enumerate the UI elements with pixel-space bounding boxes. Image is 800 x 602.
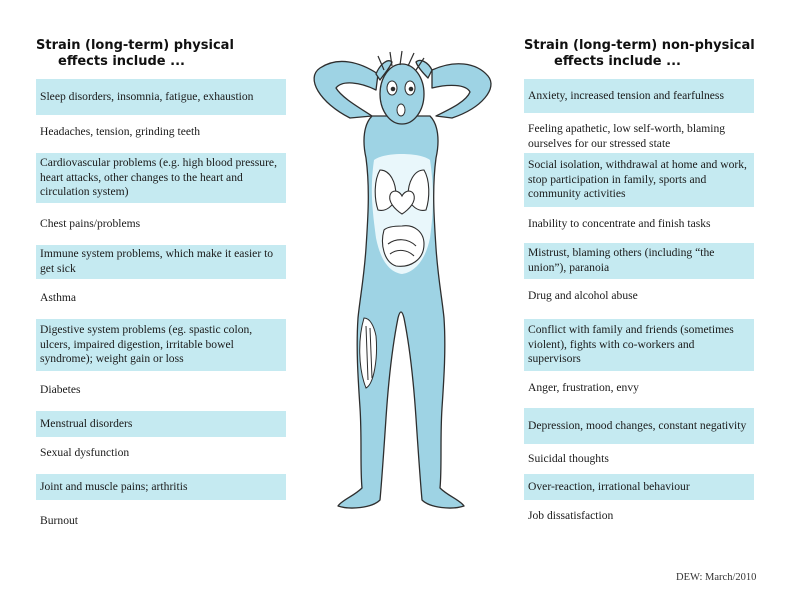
left-heading — [36, 38, 234, 70]
non-physical-effect-item — [524, 319, 754, 371]
physical-effect-item — [36, 443, 286, 463]
non-physical-effect-item — [524, 506, 764, 526]
stressed-person-illustration — [280, 48, 520, 528]
credit-text: DEW: March/2010 — [676, 572, 757, 583]
physical-effect-item — [36, 214, 286, 234]
physical-effect-text: Joint and muscle pains; arthritis — [40, 479, 188, 493]
right-heading — [524, 38, 755, 70]
non-physical-effect-item — [524, 120, 764, 154]
non-physical-effect-item — [524, 214, 764, 234]
physical-effect-text: Menstrual disorders — [40, 416, 133, 430]
non-physical-effect-text: Social isolation, withdrawal at home and work, stop participation in family, sports and community activities — [528, 158, 747, 201]
physical-effect-text: Immune system problems, which make it easier to get sick — [40, 247, 274, 275]
non-physical-effect-text: Depression, mood changes, constant negativity — [528, 418, 747, 432]
physical-effect-item — [36, 474, 286, 500]
physical-effect-text: Sleep disorders, insomnia, fatigue, exhaustion — [40, 89, 254, 103]
physical-effect-item — [36, 511, 286, 531]
physical-effect-text: Burnout — [40, 513, 79, 527]
non-physical-effect-text: Anger, frustration, envy — [528, 380, 639, 394]
physical-effect-item — [36, 319, 286, 371]
physical-effect-text: Chest pains/problems — [40, 216, 141, 230]
physical-effect-item — [36, 153, 286, 203]
non-physical-effect-item — [524, 79, 754, 113]
non-physical-effect-item — [524, 408, 754, 444]
physical-effect-item — [36, 79, 286, 115]
physical-effect-text: Cardiovascular problems (e.g. high blood pressure, heart attacks, other changes to the heart and circulation system) — [40, 156, 277, 199]
right-heading-line1: Strain (long-term) non-physical — [524, 38, 755, 53]
right-heading-line2: effects include ... — [554, 54, 681, 69]
physical-effect-item — [36, 288, 286, 308]
physical-effect-item — [36, 122, 286, 142]
non-physical-effect-text: Job dissatisfaction — [528, 508, 614, 522]
physical-effect-item — [36, 245, 286, 279]
non-physical-effect-text: Feeling apathetic, low self-worth, blaming ourselves for our stressed state — [528, 122, 726, 150]
non-physical-effect-text: Mistrust, blaming others (including “the union”), paranoia — [528, 246, 715, 274]
physical-effect-text: Headaches, tension, grinding teeth — [40, 124, 201, 138]
physical-effect-item — [36, 380, 286, 400]
physical-effect-text: Diabetes — [40, 382, 81, 396]
non-physical-effect-item — [524, 243, 754, 279]
non-physical-effect-item — [524, 153, 754, 207]
body-silhouette — [314, 60, 491, 508]
non-physical-effect-text: Inability to concentrate and finish tasks — [528, 216, 711, 230]
physical-effect-text: Asthma — [40, 290, 77, 304]
physical-effect-item — [36, 411, 286, 437]
non-physical-effect-item — [524, 449, 764, 469]
non-physical-effect-text: Conflict with family and friends (sometimes violent), fights with co-workers and supervisors — [528, 323, 734, 366]
non-physical-effect-item — [524, 474, 754, 500]
non-physical-effect-item — [524, 378, 764, 398]
left-heading-line1: Strain (long-term) physical — [36, 38, 234, 53]
physical-effect-text: Digestive system problems (eg. spastic colon, ulcers, impaired digestion, irritable bowel syndrome); weight gain or loss — [40, 323, 253, 366]
non-physical-effect-text: Drug and alcohol abuse — [528, 288, 638, 302]
left-heading-line2: effects include ... — [58, 54, 185, 69]
non-physical-effect-text: Over-reaction, irrational behaviour — [528, 479, 690, 493]
non-physical-effect-text: Anxiety, increased tension and fearfulness — [528, 88, 724, 102]
physical-effect-text: Sexual dysfunction — [40, 445, 130, 459]
non-physical-effect-text: Suicidal thoughts — [528, 451, 609, 465]
non-physical-effect-item — [524, 286, 764, 306]
